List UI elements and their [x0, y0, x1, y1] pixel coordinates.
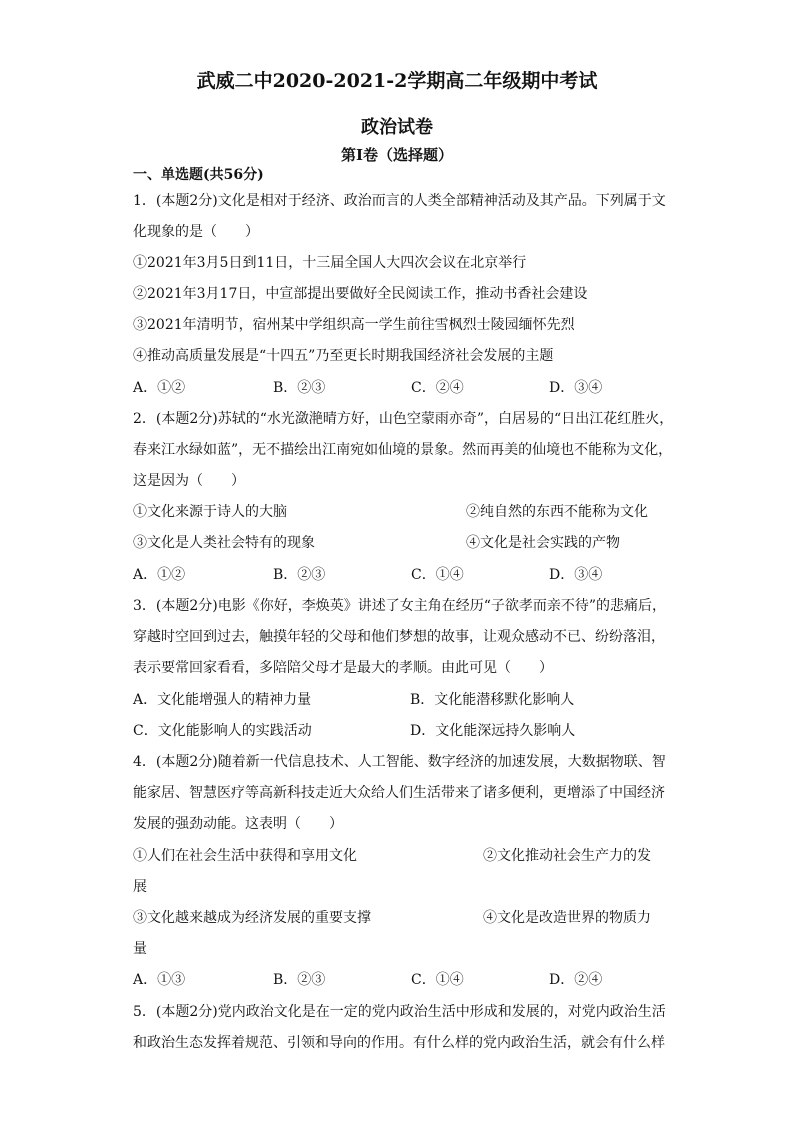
question-4-options [133, 970, 663, 990]
question-1-item-3: ③2021年清明节，宿州某中学组织高一学生前往雪枫烈士陵园缅怀先烈 [133, 317, 575, 333]
question-1-option-a[interactable]: A．①② [133, 380, 186, 396]
question-2-items-row-1 [133, 502, 663, 522]
question-1-line-2: 化现象的是（ ） [133, 224, 259, 240]
question-2-line-3: 这是因为（ ） [133, 473, 245, 489]
question-1-item-1: ①2021年3月5日到11日，十三届全国人大四次会议在北京举行 [133, 255, 527, 271]
question-4-item-1: ①人们在社会生活中获得和享用文化 [133, 848, 357, 864]
question-4-items-row-2 [133, 908, 663, 928]
question-1-option-c[interactable]: C．②④ [411, 380, 464, 396]
exam-volume: 第Ⅰ卷（选择题） [340, 146, 454, 164]
question-4-option-d[interactable]: D．②④ [549, 972, 603, 988]
question-4-item-4: ④文化是改造世界的物质力 [483, 910, 651, 926]
question-1-option-d[interactable]: D．③④ [549, 380, 603, 396]
question-1-option-b[interactable]: B．②③ [273, 380, 326, 396]
question-1-item-2: ②2021年3月17日，中宣部提出要做好全民阅读工作，推动书香社会建设 [133, 286, 588, 302]
question-4-items-row-1 [133, 846, 663, 866]
question-4-item-3: ③文化越来越成为经济发展的重要支撑 [133, 910, 371, 926]
question-4-item-2-wrap: 展 [133, 879, 147, 895]
question-4-line-2: 能家居、智慧医疗等高新科技走近大众给人们生活带来了诸多便利，更增添了中国经济 [133, 785, 665, 801]
question-3-option-d[interactable]: D．文化能深远持久影响人 [410, 723, 576, 739]
question-4-option-c[interactable]: C．①④ [411, 972, 464, 988]
question-2-item-3: ③文化是人类社会特有的现象 [133, 535, 315, 551]
question-1-line-1: 1．(本题2分)文化是相对于经济、政治而言的人类全部精神活动及其产品。下列属于文 [133, 193, 666, 209]
question-3-options-row-2 [133, 721, 663, 741]
question-4-line-3: 发展的强劲动能。这表明（ ） [133, 816, 343, 832]
question-2-options [133, 565, 663, 585]
question-1-options [133, 378, 663, 398]
question-2-option-d[interactable]: D．③④ [549, 567, 603, 583]
exam-subject: 政治试卷 [361, 117, 433, 138]
exam-title: 武威二中2020-2021-2学期高二年级期中考试 [196, 70, 598, 92]
question-3-option-c[interactable]: C．文化能影响人的实践活动 [133, 723, 312, 739]
question-3-option-a[interactable]: A．文化能增强人的精神力量 [133, 692, 312, 708]
question-2-item-2: ②纯自然的东西不能称为文化 [466, 504, 648, 520]
question-3-line-2: 穿越时空回到过去，触摸年轻的父母和他们梦想的故事，让观众感动不已、纷纷落泪， [133, 629, 665, 645]
question-5-line-1: 5．(本题2分)党内政治文化是在一定的党内政治生活中形成和发展的，对党内政治生活 [133, 1004, 666, 1020]
question-2-option-b[interactable]: B．②③ [273, 567, 326, 583]
question-2-option-a[interactable]: A．①② [133, 567, 186, 583]
question-4-option-a[interactable]: A．①③ [133, 972, 186, 988]
question-2-item-1: ①文化来源于诗人的大脑 [133, 504, 287, 520]
question-4-item-4-wrap: 量 [133, 941, 147, 957]
question-1-item-4: ④推动高质量发展是“十四五”乃至更长时期我国经济社会发展的主题 [133, 348, 554, 364]
question-5-line-2: 和政治生态发挥着规范、引领和导向的作用。有什么样的党内政治生活，就会有什么样 [133, 1035, 665, 1051]
question-3-options-row-1 [133, 690, 663, 710]
question-2-item-4: ④文化是社会实践的产物 [466, 535, 620, 551]
section-heading: 一、单选题(共56分) [133, 167, 264, 183]
question-2-items-row-2 [133, 533, 663, 553]
question-2-option-c[interactable]: C．①④ [411, 567, 464, 583]
question-4-item-2: ②文化推动社会生产力的发 [483, 848, 651, 864]
question-4-option-b[interactable]: B．②③ [273, 972, 326, 988]
question-2-line-2: 春来江水绿如蓝”，无不描绘出江南宛如仙境的景象。然而再美的仙境也不能称为文化， [133, 442, 673, 458]
question-3-line-1: 3．(本题2分)电影《你好，李焕英》讲述了女主角在经历“子欲孝而亲不待”的悲痛后， [133, 598, 667, 614]
question-3-option-b[interactable]: B．文化能潜移默化影响人 [410, 692, 575, 708]
question-2-line-1: 2．(本题2分)苏轼的“水光潋滟晴方好，山色空蒙雨亦奇”，白居易的“日出江花红胜火， [133, 411, 674, 427]
question-4-line-1: 4．(本题2分)随着新一代信息技术、人工智能、数字经济的加速发展，大数据物联、智 [133, 754, 666, 770]
question-3-line-3: 表示要常回家看看，多陪陪父母才是最大的孝顺。由此可见（ ） [133, 660, 553, 676]
